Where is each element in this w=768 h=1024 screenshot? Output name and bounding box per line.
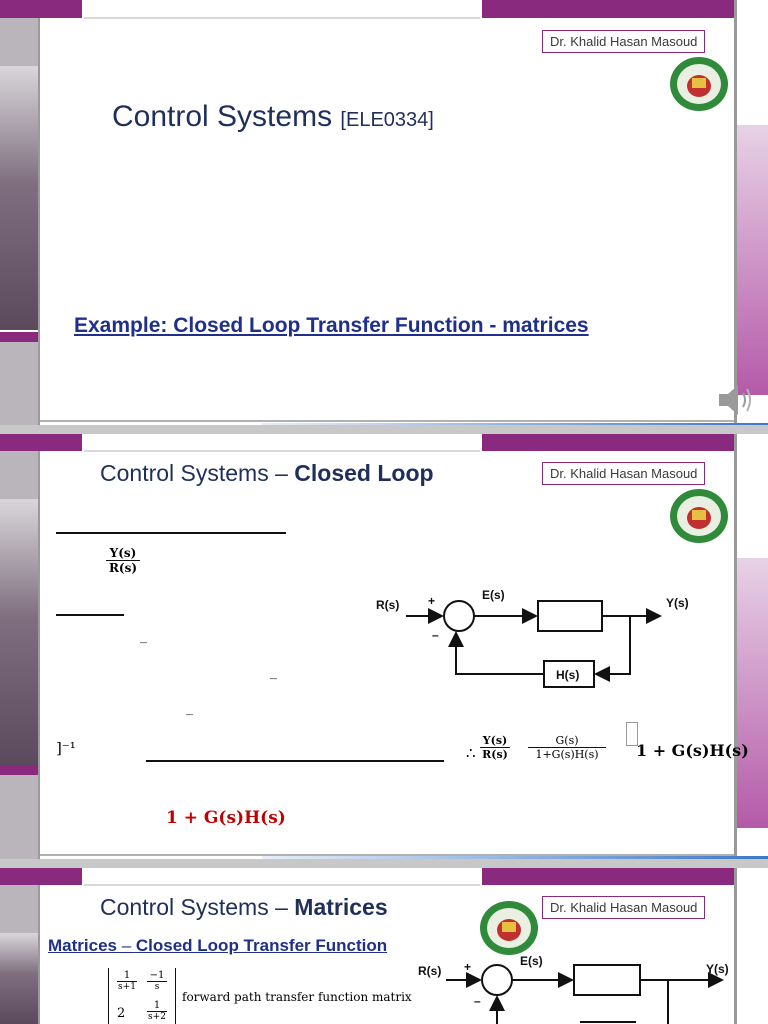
therefore-symbol: ∴	[466, 744, 476, 762]
plus-sign: +	[464, 960, 472, 974]
right-band	[737, 125, 768, 395]
slide-title-bold: Matrices	[294, 894, 388, 920]
inverse-bracket: ]⁻¹	[56, 739, 76, 757]
course-title	[112, 100, 434, 134]
input-label: R(s)	[376, 598, 400, 612]
result-ratio-num: Y(s)	[482, 734, 508, 747]
closed-loop-tf	[528, 734, 606, 761]
tf-numerator: G(s)	[555, 734, 579, 747]
input-label: R(s)	[418, 964, 442, 978]
block-diagram	[350, 584, 710, 694]
left-frame-line	[38, 885, 40, 1024]
author-label: Dr. Khalid Hasan Masoud	[542, 896, 705, 919]
top-accent-bar	[482, 434, 734, 451]
bottom-blue-bar	[262, 856, 768, 859]
big-expression: 1 + G(s)H(s)	[636, 741, 749, 760]
slide-title	[100, 894, 388, 921]
output-label: Y(s)	[666, 596, 689, 610]
matrix-cell	[147, 970, 167, 992]
left-band	[0, 775, 38, 859]
matrix-cell	[117, 970, 137, 992]
top-accent-bar	[0, 434, 82, 451]
right-band	[737, 434, 768, 558]
top-accent-bar	[0, 868, 82, 885]
top-rule	[84, 884, 480, 886]
ratio-denominator: R(s)	[106, 560, 140, 575]
bottom-blue-bar	[262, 423, 768, 425]
matrix-den: s	[147, 981, 167, 992]
left-band	[0, 451, 38, 499]
university-logo	[668, 54, 730, 112]
slide-title-prefix: Control Systems –	[100, 894, 295, 920]
matrix-caption: forward path transfer function matrix	[182, 990, 412, 1004]
section-heading-sep: –	[116, 936, 136, 955]
author-label: Dr. Khalid Hasan Masoud	[542, 462, 705, 485]
feedback-block-label: H(s)	[556, 668, 580, 682]
left-band	[0, 499, 38, 765]
university-logo	[668, 486, 730, 544]
top-rule	[84, 450, 480, 452]
tf-denominator: 1+G(s)H(s)	[528, 747, 606, 761]
fraction-bar	[146, 760, 444, 762]
ratio-numerator: Y(s)	[109, 546, 137, 560]
left-band	[0, 66, 38, 330]
section-heading-a: Matrices	[48, 936, 117, 955]
forward-path-matrix	[108, 968, 176, 1024]
example-heading: Example: Closed Loop Transfer Function - matrices	[74, 314, 589, 337]
minus-sign: _	[140, 628, 147, 644]
minus-sign: _	[270, 664, 277, 680]
rule-line	[56, 532, 286, 534]
left-band	[0, 18, 38, 66]
slide-3	[0, 868, 768, 1024]
matrix-cell	[147, 1000, 167, 1022]
output-label: Y(s)	[706, 962, 729, 976]
error-label: E(s)	[520, 954, 543, 968]
top-rule	[84, 17, 480, 19]
matrix-num: 1	[153, 1000, 161, 1011]
slide-1	[0, 0, 768, 425]
author-label: Dr. Khalid Hasan Masoud	[542, 30, 705, 53]
left-band	[0, 342, 38, 425]
block-diagram	[400, 948, 734, 1024]
left-band	[0, 933, 38, 1024]
left-band	[0, 885, 38, 933]
right-edge-strip	[737, 868, 768, 1024]
section-heading-b: Closed Loop Transfer Function	[135, 936, 388, 955]
red-expression: 1 + G(s)H(s)	[166, 808, 286, 828]
right-band	[737, 0, 768, 125]
minus-sign: _	[186, 700, 193, 716]
error-label: E(s)	[482, 588, 505, 602]
rule-line	[56, 614, 124, 616]
slide-title-bold: Closed Loop	[294, 460, 434, 486]
matrix-num: 1	[123, 970, 131, 981]
speaker-icon[interactable]	[716, 382, 756, 418]
left-accent	[0, 765, 38, 775]
top-accent-bar	[482, 0, 734, 18]
matrix-cell: 2	[117, 1006, 126, 1021]
left-frame-line	[38, 451, 40, 859]
slide-title	[100, 460, 434, 487]
left-accent	[0, 332, 38, 342]
bottom-rule	[40, 420, 734, 422]
course-title-text: Control Systems	[112, 100, 333, 133]
matrix-num: −1	[149, 970, 165, 981]
slide-title-prefix: Control Systems –	[100, 460, 295, 486]
minus-sign-diagram: –	[432, 628, 439, 642]
plus-sign: +	[428, 594, 436, 608]
top-accent-bar	[482, 868, 734, 885]
minus-sign-diagram: –	[474, 994, 481, 1008]
matrix-den: s+1	[118, 982, 136, 992]
slide-2	[0, 434, 768, 859]
ratio-fraction	[106, 546, 140, 575]
left-frame-line	[38, 18, 40, 425]
right-band	[737, 558, 768, 828]
matrix-den: s+2	[148, 1012, 166, 1022]
result-ratio-den: R(s)	[480, 747, 510, 761]
section-heading	[48, 936, 387, 956]
result-ratio	[480, 734, 510, 761]
course-code: [ELE0334]	[340, 109, 434, 131]
top-accent-bar	[0, 0, 82, 18]
